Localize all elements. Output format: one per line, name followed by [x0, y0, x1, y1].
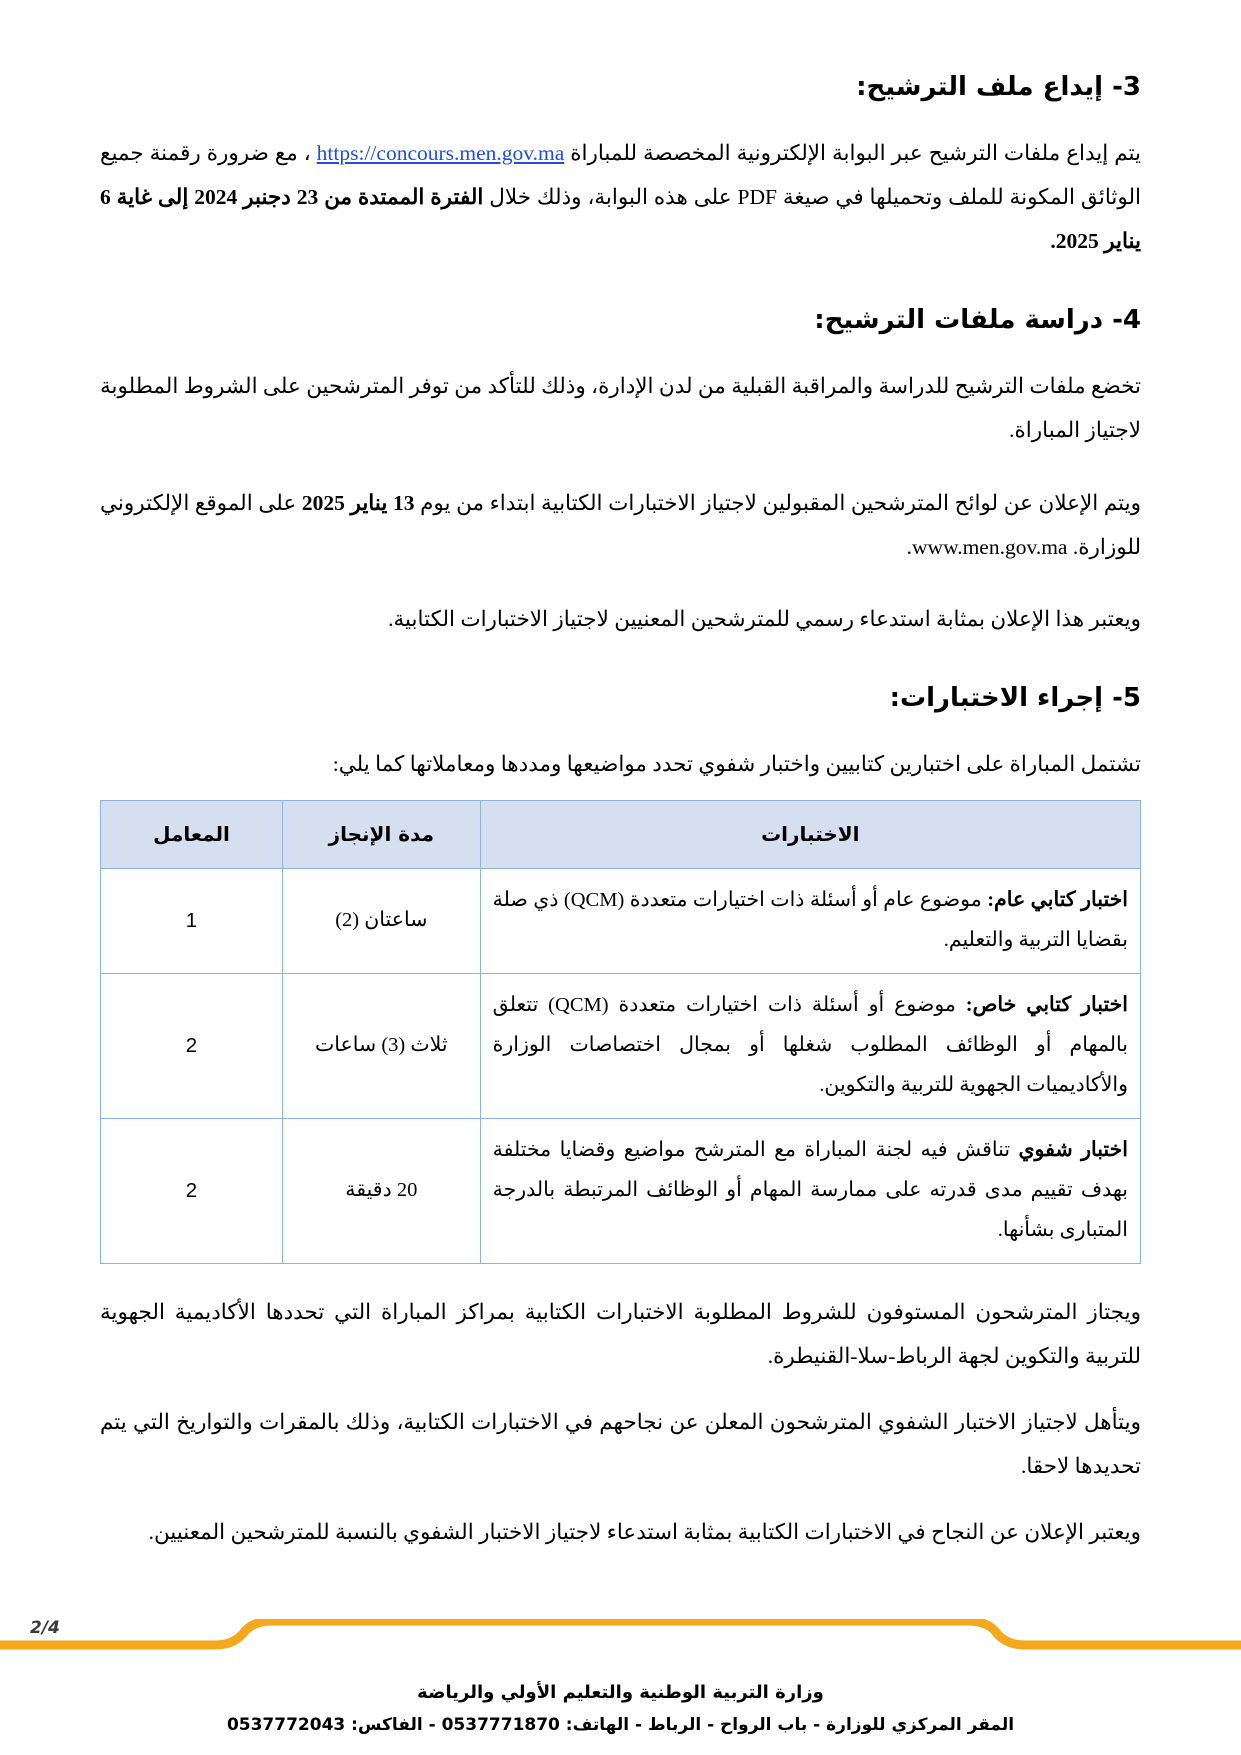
table-row [101, 868, 1141, 973]
section4-paragraph-2 [100, 481, 1141, 569]
exam-coefficient-cell: 1 [101, 868, 283, 973]
section5-paragraph-3: ويعتبر الإعلان عن النجاح في الاختبارات الكتابية بمثابة استدعاء لاجتياز الاختبار الشفوي بالنسبة للمترشحين المعنيين. [148, 1519, 1141, 1544]
section-heading-3: 3- إيداع ملف الترشيح: [856, 72, 1141, 102]
exam-description-cell [480, 1118, 1140, 1263]
section4-paragraph-3: ويعتبر هذا الإعلان بمثابة استدعاء رسمي للمترشحين المعنيين لاجتياز الاختبارات الكتابية. [388, 606, 1141, 631]
section3-paragraph [100, 131, 1141, 263]
table-row [101, 973, 1141, 1118]
section5-paragraph-1: ويجتاز المترشحون المستوفون للشروط المطلوبة الاختبارات الكتابية بمراكز المباراة التي تحددها الأكاديمية الجهوية للتربية والتكوين لجهة الرباط-سلا-القنيطرة. [100, 1299, 1141, 1368]
exam-description: موضوع أو أسئلة ذات اختيارات متعددة (QCM) تتعلق بالمهام أو الوظائف المطلوب شغلها أو بمجال اختصاصات الوزارة والأكاديميات الجهوية للتربية والتكوين. [492, 993, 1128, 1096]
footer-divider [0, 1619, 1241, 1655]
exam-description: موضوع عام أو أسئلة ذات اختيارات متعددة (QCM) ذي صلة بقضايا التربية والتعليم. [492, 888, 1128, 951]
exam-description-cell [480, 973, 1140, 1118]
section3-text-before-link: يتم إيداع ملفات الترشيح عبر البوابة الإلكترونية المخصصة للمباراة [564, 141, 1141, 166]
column-header-coefficient: المعامل [101, 800, 283, 868]
exam-title: اختبار شفوي [1018, 1138, 1128, 1161]
exams-table-body [101, 868, 1141, 1263]
table-header-row [101, 800, 1141, 868]
section-heading-5: 5- إجراء الاختبارات: [889, 682, 1141, 713]
section4-paragraph-1: تخضع ملفات الترشيح للدراسة والمراقبة القبلية من لدن الإدارة، وذلك للتأكد من توفر المترشحين على الشروط المطلوبة لاجتياز المباراة. [100, 374, 1141, 443]
column-header-duration: مدة الإنجاز [283, 800, 481, 868]
exam-description-cell [480, 868, 1140, 973]
exam-title: اختبار كتابي خاص: [965, 993, 1128, 1016]
column-header-description: الاختبارات [480, 800, 1140, 868]
exams-table [100, 800, 1141, 1264]
exam-duration-cell: 20 دقيقة [283, 1118, 481, 1263]
footer-address-contact: المقر المركزي للوزارة - باب الرواح - الرباط - الهاتف: 0537771870 - الفاكس: 0537772043 [226, 1715, 1015, 1735]
page-content [100, 70, 1141, 1576]
footer-ministry-name: وزارة التربية الوطنية والتعليم الأولي والرياضة [417, 1682, 824, 1703]
exam-description: تناقش فيه لجنة المباراة مع المترشح مواضيع وقضايا مختلفة بهدف تقييم مدى قدرته على ممارسة المهام أو الوظائف المرتبطة بالدرجة المتبارى بشأنها. [492, 1138, 1128, 1241]
concours-portal-link[interactable]: https://concours.men.gov.ma [316, 141, 565, 166]
page-footer [0, 1682, 1241, 1735]
section-heading-4: 4- دراسة ملفات الترشيح: [814, 305, 1141, 336]
footer-divider-shape [0, 1619, 1241, 1655]
section4-p2-after: على الموقع الإلكتروني للوزارة. www.men.gov.ma. [100, 490, 1141, 559]
exam-duration-cell: ساعتان (2) [283, 868, 481, 973]
exam-coefficient-cell: 2 [101, 973, 283, 1118]
table-row [101, 1118, 1141, 1263]
section3-period-bold: الفترة الممتدة من 23 دجنبر 2024 إلى غاية 6 يناير 2025. [100, 185, 1141, 254]
section5-paragraph-2: ويتأهل لاجتياز الاختبار الشفوي المترشحون المعلن عن نجاحهم في الاختبارات الكتابية، وذلك بالمقرات والتواريخ التي يتم تحديدها لاحقا. [100, 1409, 1141, 1478]
exams-table-head [101, 800, 1141, 868]
section4-p2-before: ويتم الإعلان عن لوائح المترشحين المقبولين لاجتياز الاختبارات الكتابية ابتداء من يوم [414, 490, 1141, 515]
exam-coefficient-cell: 2 [101, 1118, 283, 1263]
results-announcement-date: 13 يناير 2025 [301, 490, 415, 515]
section3-text-after-link: ، مع ضرورة رقمنة جميع الوثائق المكونة للملف وتحميلها في صيغة PDF على هذه البوابة، وذلك خلال [100, 141, 1141, 210]
footer-divider-path [0, 1621, 1241, 1645]
exam-duration-cell: ثلاث (3) ساعات [283, 973, 481, 1118]
exams-table-intro: تشتمل المباراة على اختبارين كتابيين واختبار شفوي تحدد مواضيعها ومددها ومعاملاتها كما يلي: [332, 751, 1141, 776]
exam-title: اختبار كتابي عام: [987, 888, 1129, 911]
page-number: 2/4 [30, 1618, 60, 1638]
